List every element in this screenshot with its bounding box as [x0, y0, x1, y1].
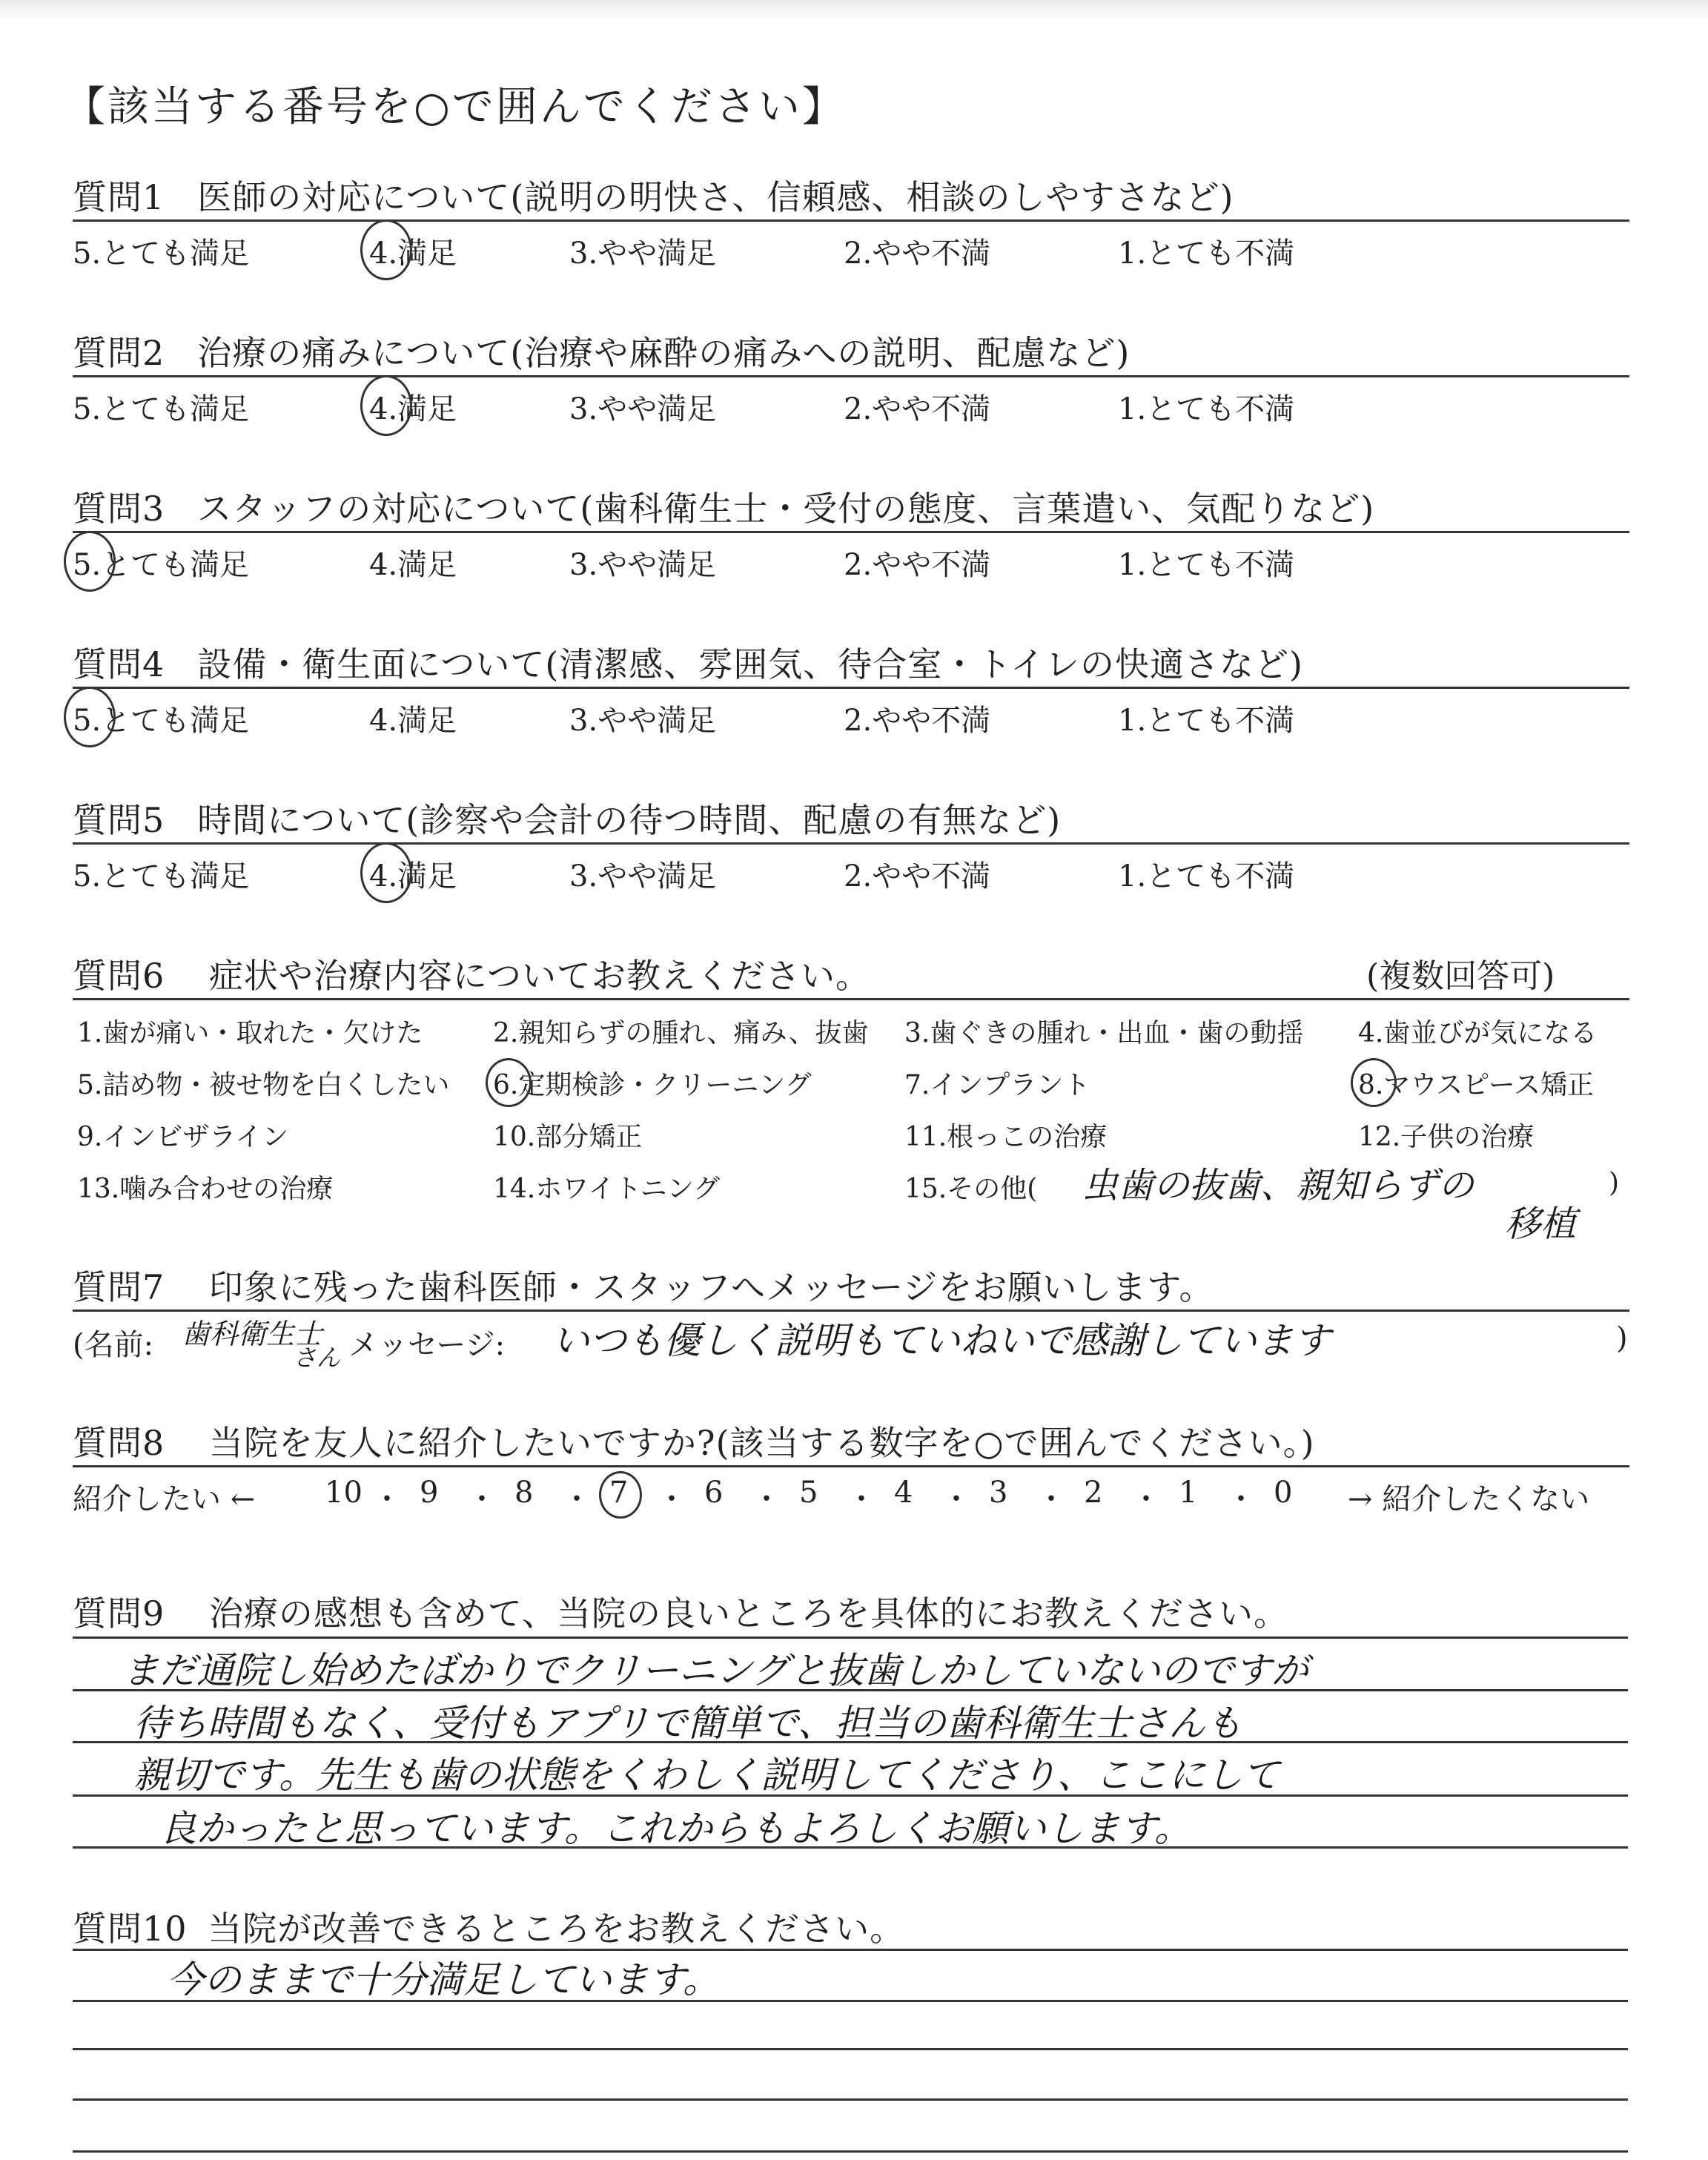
scale-number[interactable]: 0 — [1274, 1476, 1293, 1510]
q7-name-label: (名前: — [73, 1328, 154, 1362]
rating-option[interactable]: 5.とても満足 — [73, 859, 250, 894]
question-text: 治療の痛みについて(治療や麻酔の痛みへの説明、配慮など) — [197, 333, 1131, 373]
q7-name-suffix: さん — [293, 1344, 341, 1372]
scale-number[interactable]: 10 — [325, 1476, 363, 1510]
answer-rule — [73, 1636, 1628, 1639]
multiple-answer-note: (複数回答可) — [1366, 957, 1555, 995]
handwritten-answer-line: 良かったと思っています。これからもよろしくお願いします。 — [159, 1807, 1191, 1850]
scale-separator: ・ — [562, 1482, 592, 1516]
scale-number[interactable]: 9 — [420, 1476, 439, 1510]
rating-option[interactable]: 5.とても満足 — [73, 704, 250, 738]
q7-name-value: 歯科衛生士 — [182, 1318, 323, 1350]
rating-options — [73, 386, 1629, 430]
question-rule — [73, 687, 1629, 689]
handwritten-answer-line: 親切です。先生も歯の状態をくわしく説明してくださり、ここにして — [133, 1754, 1280, 1797]
treatment-option[interactable]: ) — [1609, 1168, 1620, 1198]
question-3 — [73, 482, 1629, 582]
rating-option[interactable]: 2.やや不満 — [844, 237, 991, 271]
treatment-option[interactable]: 2.親知らずの腫れ、痛み、抜歯 — [493, 1018, 869, 1048]
scale-number[interactable]: 5 — [799, 1476, 818, 1510]
scan-top-shadow — [0, 0, 1708, 21]
rating-option[interactable]: 2.やや不満 — [844, 392, 991, 426]
selected-circle-mark — [599, 1471, 642, 1519]
question-2-heading — [73, 326, 1130, 375]
question-rule — [73, 375, 1629, 377]
q7-message-label: メッセージ: — [348, 1328, 506, 1362]
rating-option[interactable]: 5.とても満足 — [73, 548, 250, 582]
selected-circle-mark — [360, 842, 412, 903]
scale-number[interactable]: 6 — [704, 1476, 724, 1510]
question-label: 質問4 — [73, 644, 165, 684]
rating-option[interactable]: 1.とても不満 — [1118, 548, 1295, 582]
question-1-heading — [73, 171, 1234, 219]
scale-right-label: → 紹介したくない — [1348, 1482, 1590, 1516]
question-9-heading — [73, 1587, 1288, 1636]
q7-close-paren: ) — [1616, 1321, 1628, 1355]
selected-circle-mark — [360, 219, 412, 280]
rating-option[interactable]: 5.とても満足 — [73, 237, 250, 271]
rating-option[interactable]: 1.とても不満 — [1118, 392, 1295, 426]
question-label: 質問5 — [73, 800, 165, 840]
question-label: 質問10 — [73, 1909, 188, 1949]
question-text: 治療の感想も含めて、当院の良いところを具体的にお教えください。 — [208, 1593, 1288, 1634]
question-7-heading — [73, 1261, 1214, 1309]
question-6 — [73, 949, 1629, 996]
question-1 — [73, 171, 1629, 271]
treatment-option[interactable]: 13.噛み合わせの治療 — [77, 1174, 334, 1204]
question-4 — [73, 638, 1629, 738]
treatment-option[interactable]: 8.マウスピース矯正 — [1358, 1070, 1595, 1100]
question-10 — [73, 1902, 1629, 1949]
question-9 — [73, 1587, 1629, 1634]
question-label: 質問2 — [73, 333, 165, 373]
treatment-option[interactable]: 12.子供の治療 — [1358, 1122, 1535, 1152]
question-label: 質問7 — [73, 1267, 165, 1307]
treatment-option[interactable]: 10.部分矯正 — [493, 1122, 643, 1152]
q7-message-value: いつも優しく説明もていねいで感謝しています — [552, 1319, 1331, 1362]
rating-option[interactable]: 1.とても不満 — [1118, 237, 1295, 271]
question-text: 当院が改善できるところをお教えください。 — [208, 1909, 905, 1949]
rating-option[interactable]: 2.やや不満 — [844, 548, 991, 582]
treatment-option[interactable]: 14.ホワイトニング — [493, 1174, 721, 1204]
question-5-heading — [73, 793, 1061, 842]
scale-number[interactable]: 1 — [1179, 1476, 1198, 1510]
question-label: 質問9 — [73, 1593, 165, 1634]
scale-left-label: 紹介したい ← — [73, 1482, 256, 1516]
rating-option[interactable]: 1.とても不満 — [1118, 859, 1295, 894]
question-text: 医師の対応について(説明の明快さ、信頼感、相談のしやすさなど) — [197, 177, 1234, 217]
rating-option[interactable]: 3.やや満足 — [569, 392, 717, 426]
question-text: 設備・衛生面について(清潔感、雰囲気、待合室・トイレの快適さなど) — [197, 644, 1303, 684]
rating-option[interactable]: 4.満足 — [369, 859, 457, 894]
selected-circle-mark — [1351, 1058, 1397, 1107]
rating-option[interactable]: 1.とても不満 — [1118, 704, 1295, 738]
question-6-rule — [73, 998, 1629, 1000]
treatment-option[interactable]: 4.歯並びが気になる — [1358, 1018, 1598, 1048]
scale-separator: ・ — [847, 1482, 876, 1516]
rating-option[interactable]: 2.やや不満 — [844, 704, 991, 738]
treatment-option[interactable]: 5.詰め物・被せ物を白くしたい — [77, 1070, 450, 1100]
selected-circle-mark — [486, 1058, 532, 1107]
rating-option[interactable]: 5.とても満足 — [73, 392, 250, 426]
rating-option[interactable]: 3.やや満足 — [569, 704, 717, 738]
question-text: 症状や治療内容についてお教えください。 — [208, 956, 870, 996]
question-label: 質問3 — [73, 489, 165, 529]
scale-number[interactable]: 4 — [894, 1476, 913, 1510]
question-text: スタッフの対応について(歯科衛生士・受付の態度、言葉遣い、気配りなど) — [197, 489, 1375, 529]
question-8-rule — [73, 1465, 1629, 1467]
scale-separator: ・ — [372, 1482, 402, 1516]
rating-options — [73, 541, 1629, 586]
question-text: 時間について(診察や会計の待つ時間、配慮の有無など) — [197, 800, 1062, 840]
scale-separator: ・ — [1131, 1482, 1161, 1516]
q6-other-handwritten-2: 移植 — [1505, 1203, 1577, 1245]
scale-separator: ・ — [752, 1482, 781, 1516]
answer-rule — [73, 2048, 1628, 2050]
selected-circle-mark — [64, 531, 116, 592]
question-2 — [73, 326, 1629, 426]
question-text: 当院を友人に紹介したいですか?(該当する数字を○で囲んでください。) — [208, 1423, 1315, 1463]
rating-options — [73, 697, 1629, 742]
scale-number[interactable]: 7 — [609, 1476, 629, 1510]
treatment-option[interactable]: 6.定期検診・クリーニング — [493, 1070, 812, 1100]
rating-option[interactable]: 2.やや不満 — [844, 859, 991, 894]
question-3-heading — [73, 482, 1374, 531]
selected-circle-mark — [360, 375, 412, 436]
question-rule — [73, 531, 1629, 533]
question-rule — [73, 842, 1629, 845]
treatment-option[interactable]: 1.歯が痛い・取れた・欠けた — [77, 1018, 423, 1048]
question-8 — [73, 1416, 1629, 1463]
treatment-option[interactable]: 9.インビザライン — [77, 1122, 289, 1152]
rating-options — [73, 853, 1629, 897]
question-label: 質問1 — [73, 177, 165, 217]
rating-option[interactable]: 3.やや満足 — [569, 548, 717, 582]
scale-separator: ・ — [1036, 1482, 1066, 1516]
scale-number[interactable]: 2 — [1084, 1476, 1103, 1510]
question-7 — [73, 1261, 1629, 1307]
rating-option[interactable]: 4.満足 — [369, 392, 457, 426]
question-8-heading — [73, 1416, 1315, 1465]
rating-option[interactable]: 4.満足 — [369, 548, 457, 582]
scale-separator: ・ — [941, 1482, 971, 1516]
scale-separator: ・ — [1226, 1482, 1256, 1516]
question-label: 質問8 — [73, 1423, 165, 1463]
scale-number[interactable]: 8 — [514, 1476, 534, 1510]
handwritten-answer-line: 待ち時間もなく、受付もアプリで簡単で、担当の歯科衛生士さんも — [133, 1702, 1242, 1745]
question-6-heading — [73, 949, 870, 998]
rating-option[interactable]: 4.満足 — [369, 237, 457, 271]
question-10-heading — [73, 1902, 904, 1951]
rating-options — [73, 230, 1629, 274]
rating-option[interactable]: 3.やや満足 — [569, 859, 717, 894]
treatment-option[interactable]: 7.インプラント — [904, 1070, 1090, 1100]
scale-number[interactable]: 3 — [989, 1476, 1008, 1510]
q6-other-handwritten: 虫歯の抜歯、親知らずの — [1082, 1165, 1474, 1206]
handwritten-answer-line: 今のままで十分満足しています。 — [167, 1958, 720, 2001]
question-rule — [73, 219, 1629, 222]
answer-rule — [73, 2150, 1628, 2153]
rating-option[interactable]: 4.満足 — [369, 704, 457, 738]
answer-rule — [73, 2098, 1628, 2101]
treatment-option[interactable]: 11.根っこの治療 — [904, 1122, 1108, 1152]
question-4-heading — [73, 638, 1303, 687]
question-text: 印象に残った歯科医師・スタッフへメッセージをお願いします。 — [208, 1267, 1214, 1307]
question-label: 質問6 — [73, 956, 165, 996]
scale-separator: ・ — [467, 1482, 497, 1516]
form-title: 【該当する番号を○で囲んでください】 — [64, 83, 846, 131]
handwritten-answer-line: まだ通院し始めたばかりでクリーニングと抜歯しかしていないのですが — [122, 1649, 1308, 1692]
treatment-option[interactable]: 15.その他( — [904, 1174, 1038, 1204]
rating-option[interactable]: 3.やや満足 — [569, 237, 717, 271]
selected-circle-mark — [64, 687, 116, 747]
question-5 — [73, 793, 1629, 894]
scale-separator: ・ — [657, 1482, 686, 1516]
treatment-option[interactable]: 3.歯ぐきの腫れ・出血・歯の動揺 — [904, 1018, 1304, 1048]
